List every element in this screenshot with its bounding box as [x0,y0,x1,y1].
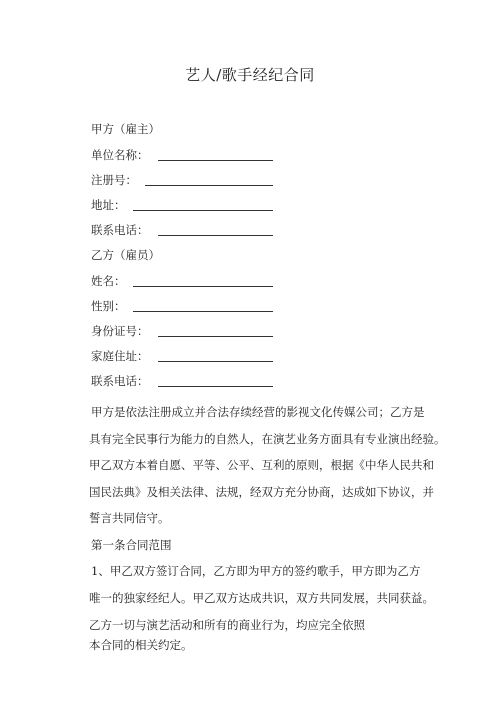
intro-line: 誓言共同信守。 [89,511,170,525]
document-title: 艺人/歌手经纪合同 [185,66,315,84]
article-1-line: 唯一的独家经纪人。甲乙双方达成共识，双方共同发展，共同获益。 [89,591,434,605]
party-b-phone-blank [158,386,273,387]
party-b-home-address-blank [158,361,273,362]
field-label: 联系电话： [91,223,149,237]
party-a-company-name-field [91,147,149,163]
party-a-company-name-blank [158,160,273,161]
party-a-phone-blank [158,235,273,236]
article-1-heading: 第一条合同范围 [91,538,172,552]
field-label: 身份证号： [91,324,149,338]
party-b-phone-field [91,373,149,389]
field-label: 注册号： [91,173,137,187]
party-a-phone-field [91,222,149,238]
party-b-gender-field [91,298,126,314]
party-b-id-field [91,323,149,339]
field-label: 单位名称： [91,148,149,162]
field-label: 性别： [91,299,126,313]
party-a-registration-blank [145,185,273,186]
party-a-address-blank [133,210,273,211]
party-a-heading: 甲方（雇主） [91,122,160,136]
party-a-registration-field [91,172,137,188]
article-1-line: 乙方一切与演艺活动和所有的商业行为，均应完全依照 [89,618,365,632]
party-b-home-address-field [91,348,149,364]
party-a-address-field [91,197,126,213]
party-b-gender-blank [133,311,273,312]
intro-line: 国民法典》及相关法律、法规，经双方充分协商，达成如下协议，并 [89,485,434,499]
party-b-name-blank [133,286,273,287]
article-1-line: 本合同的相关约定。 [89,638,193,652]
field-label: 地址： [91,198,126,212]
intro-line: 甲乙双方本着自愿、平等、公平、互利的原则，根据《中华人民共和 [89,458,434,472]
intro-line: 甲方是依法注册成立并合法存续经营的影视文化传媒公司；乙方是 [91,405,425,419]
field-label: 联系电话： [91,374,149,388]
party-b-name-field [91,273,126,289]
field-label: 姓名： [91,274,126,288]
party-b-id-blank [158,336,273,337]
intro-line: 具有完全民事行为能力的自然人，在演艺业务方面具有专业演出经验。 [89,432,446,446]
party-b-heading: 乙方（雇员） [91,248,160,262]
field-label: 家庭住址： [91,349,149,363]
article-1-line: 1、甲乙双方签订合同，乙方即为甲方的签约歌手，甲方即为乙方 [91,564,421,578]
